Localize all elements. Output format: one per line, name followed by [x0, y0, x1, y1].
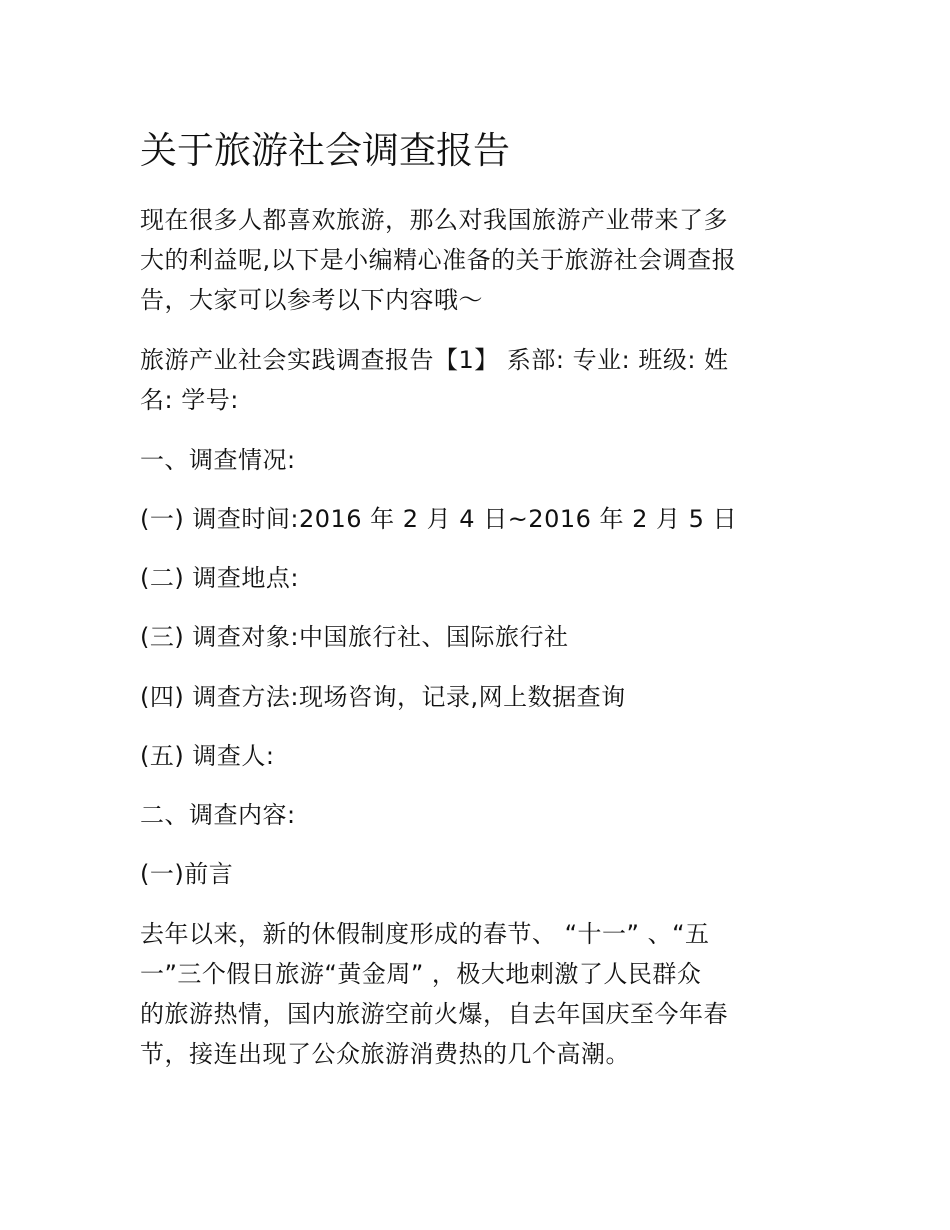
survey-item-location: (二) 调查地点:: [140, 564, 299, 592]
report-header-line-2: 名: 学号:: [140, 386, 239, 414]
section-heading-survey: 一、调查情况:: [140, 446, 296, 474]
survey-item-surveyor: (五) 调查人:: [140, 742, 275, 770]
survey-item-time: (一) 调查时间:2016 年 2 月 4 日~2016 年 2 月 5 日: [140, 505, 738, 533]
intro-paragraph: [140, 200, 805, 320]
intro-line-2: 大的利益呢,以下是小编精心准备的关于旅游社会调查报: [140, 246, 737, 274]
intro-line-1: 现在很多人都喜欢旅游，那么对我国旅游产业带来了多: [140, 206, 728, 234]
section-heading-content: 二、调查内容:: [140, 801, 296, 829]
body-line-2: 一”三个假日旅游“黄金周” ，极大地刺激了人民群众: [140, 960, 702, 988]
report-header-paragraph: [140, 340, 805, 420]
intro-line-3: 告，大家可以参考以下内容哦～: [140, 286, 483, 314]
report-header-line-1: 旅游产业社会实践调查报告【1】 系部: 专业: 班级: 姓: [140, 346, 729, 374]
subsection-preface: (一)前言: [140, 860, 234, 888]
body-line-4: 节，接连出现了公众旅游消费热的几个高潮。: [140, 1040, 630, 1068]
document-title: 关于旅游社会调查报告: [140, 129, 510, 172]
survey-item-subject: (三) 调查对象:中国旅行社、国际旅行社: [140, 623, 569, 651]
body-paragraph: [140, 914, 805, 1074]
survey-item-method: (四) 调查方法:现场咨询，记录,网上数据查询: [140, 683, 626, 711]
body-line-1: 去年以来，新的休假制度形成的春节、 “十一” 、“五: [140, 920, 710, 948]
body-line-3: 的旅游热情，国内旅游空前火爆，自去年国庆至今年春: [140, 1000, 728, 1028]
